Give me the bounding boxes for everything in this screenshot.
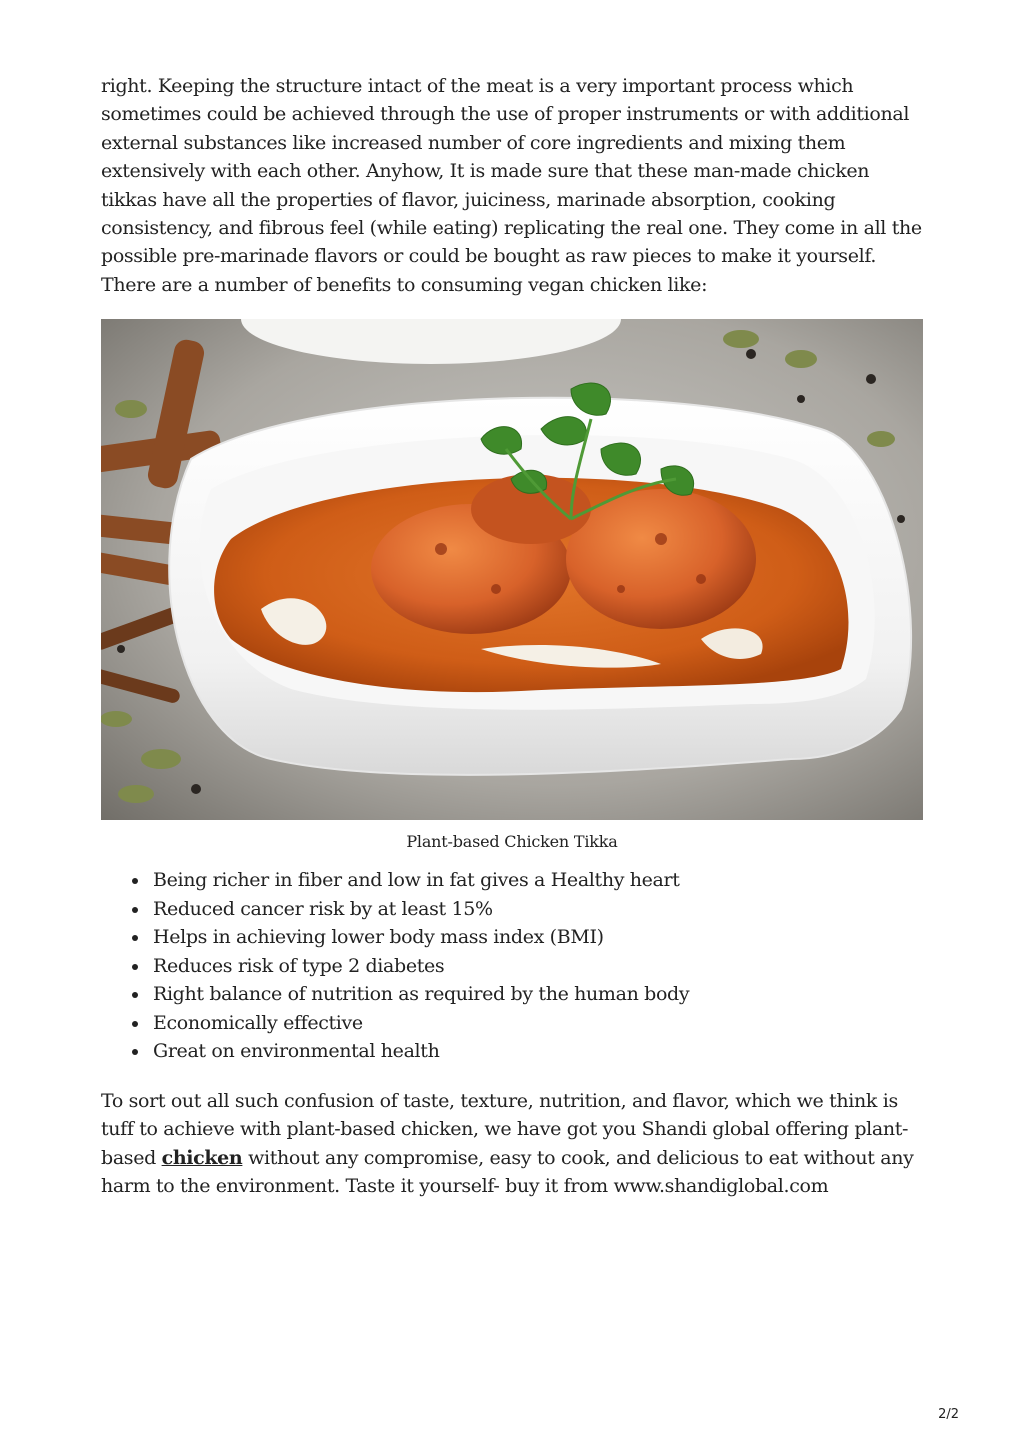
- list-item: Reduced cancer risk by at least 15%: [153, 895, 923, 924]
- list-item: Helps in achieving lower body mass index (BMI): [153, 923, 923, 952]
- list-item: Economically effective: [153, 1009, 923, 1038]
- closing-text-end: without any compromise, easy to cook, and delicious to eat without any harm to the environment. Taste it yourself- buy it from www.shandiglobal.com: [101, 1146, 914, 1197]
- closing-paragraph: [101, 1087, 923, 1201]
- list-item: Being richer in fiber and low in fat gives a Healthy heart: [153, 866, 923, 895]
- list-item: Great on environmental health: [153, 1037, 923, 1066]
- article-body: [101, 72, 923, 1200]
- closing-text-start: To sort out all such confusion of taste, texture, nutrition, and flavor, which we think is tuff to achieve with plant-based chicken, we have got you Shandi global offering plant-based: [101, 1089, 909, 1169]
- page-number: 2/2: [938, 1407, 959, 1422]
- list-item: Reduces risk of type 2 diabetes: [153, 952, 923, 981]
- list-item: Right balance of nutrition as required by the human body: [153, 980, 923, 1009]
- figure-caption: Plant-based Chicken Tikka: [406, 832, 618, 852]
- intro-paragraph: right. Keeping the structure intact of the meat is a very important process which sometimes could be achieved through the use of proper instruments or with additional external substances like increased number of core ingredients and mixing them extensively with each other. Anyhow, It is made sure that these man-made chicken tikkas have all the properties of flavor, juiciness, marinade absorption, cooking consistency, and fibrous feel (while eating) replicating the real one. They come in all the possible pre-marinade flavors or could be bought as raw pieces to make it yourself. There are a number of benefits to consuming vegan chicken like:: [101, 75, 922, 296]
- chicken-link[interactable]: chicken: [161, 1146, 243, 1169]
- chicken-tikka-photo: [101, 319, 923, 820]
- figure: [101, 319, 923, 853]
- benefits-list: [101, 866, 923, 1066]
